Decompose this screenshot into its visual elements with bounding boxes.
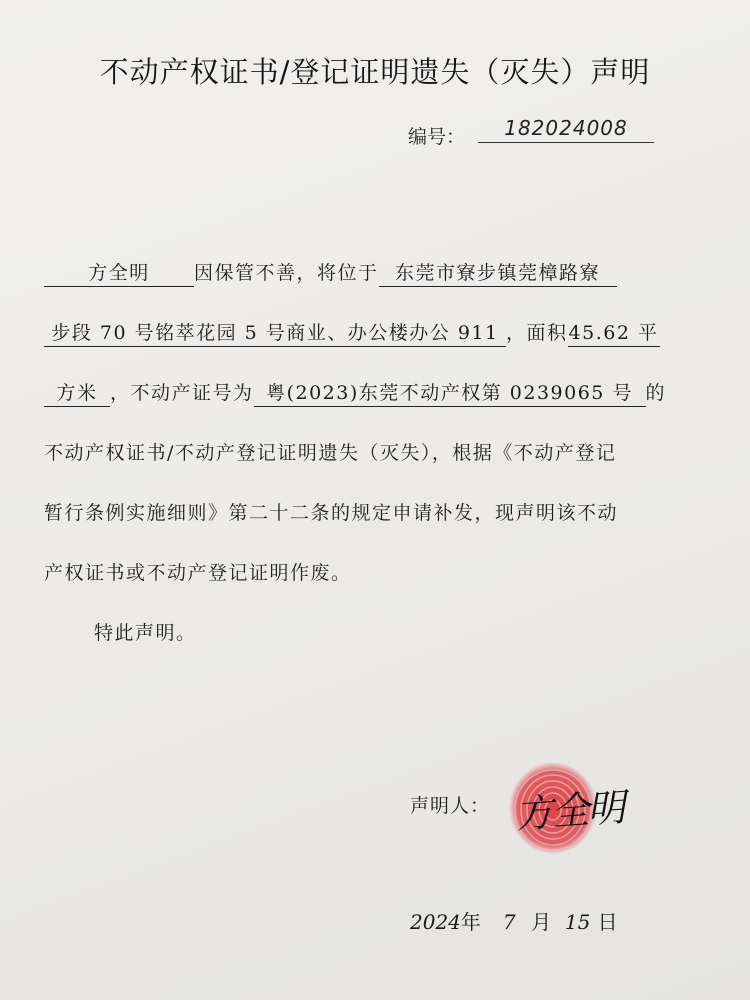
date-month-suffix: 月	[531, 910, 552, 934]
area-unit: 方米	[56, 382, 98, 404]
paragraph-line-2	[44, 318, 660, 347]
paragraph-line-3	[44, 378, 666, 407]
address-blank	[379, 258, 617, 287]
paragraph-line-1	[44, 258, 617, 287]
document-title: 不动产权证书/登记证明遗失（灭失）声明	[99, 55, 651, 89]
date-month: 7	[502, 910, 516, 934]
serial-label: 编号：	[408, 126, 466, 148]
text-segment: 的	[645, 382, 667, 404]
address-part-2: 步段 70 号铭萃花园 5 号商业、办公楼办公 911	[51, 322, 499, 344]
date-year-suffix: 年	[460, 910, 481, 934]
area-unit-blank	[44, 378, 110, 407]
declaration-date	[410, 906, 618, 935]
closing-statement: 特此声明。	[94, 622, 197, 644]
declarant-label: 声明人：	[410, 795, 491, 817]
cert-number-blank	[254, 378, 646, 407]
serial-number: 182024008	[478, 116, 654, 143]
paragraph-line-5: 暂行条例实施细则》第二十二条的规定申请补发，现声明该不动	[44, 502, 619, 524]
area-blank	[568, 318, 660, 347]
declarant-name: 方全明	[88, 262, 150, 284]
text-segment: ，不动产证号为	[110, 382, 254, 404]
date-year: 2024	[410, 910, 461, 934]
paragraph-line-4: 不动产权证书/不动产登记证明遗失（灭失），根据《不动产登记	[44, 442, 617, 464]
address-blank-cont	[44, 318, 506, 347]
paragraph-line-6: 产权证书或不动产登记证明作废。	[44, 562, 352, 584]
date-day: 15	[564, 910, 591, 934]
text-segment: 因保管不善，将位于	[194, 262, 379, 284]
date-day-suffix: 日	[597, 910, 618, 934]
declarant-name-blank	[44, 258, 194, 287]
address-part-1: 东莞市寮步镇莞樟路寮	[395, 262, 601, 284]
text-segment: ，面积	[506, 322, 568, 344]
cert-number: 粤(2023)东莞不动产权第 0239065 号	[266, 382, 633, 404]
handwritten-signature: 方全明	[513, 785, 625, 837]
area-value: 45.62 平	[568, 322, 659, 344]
